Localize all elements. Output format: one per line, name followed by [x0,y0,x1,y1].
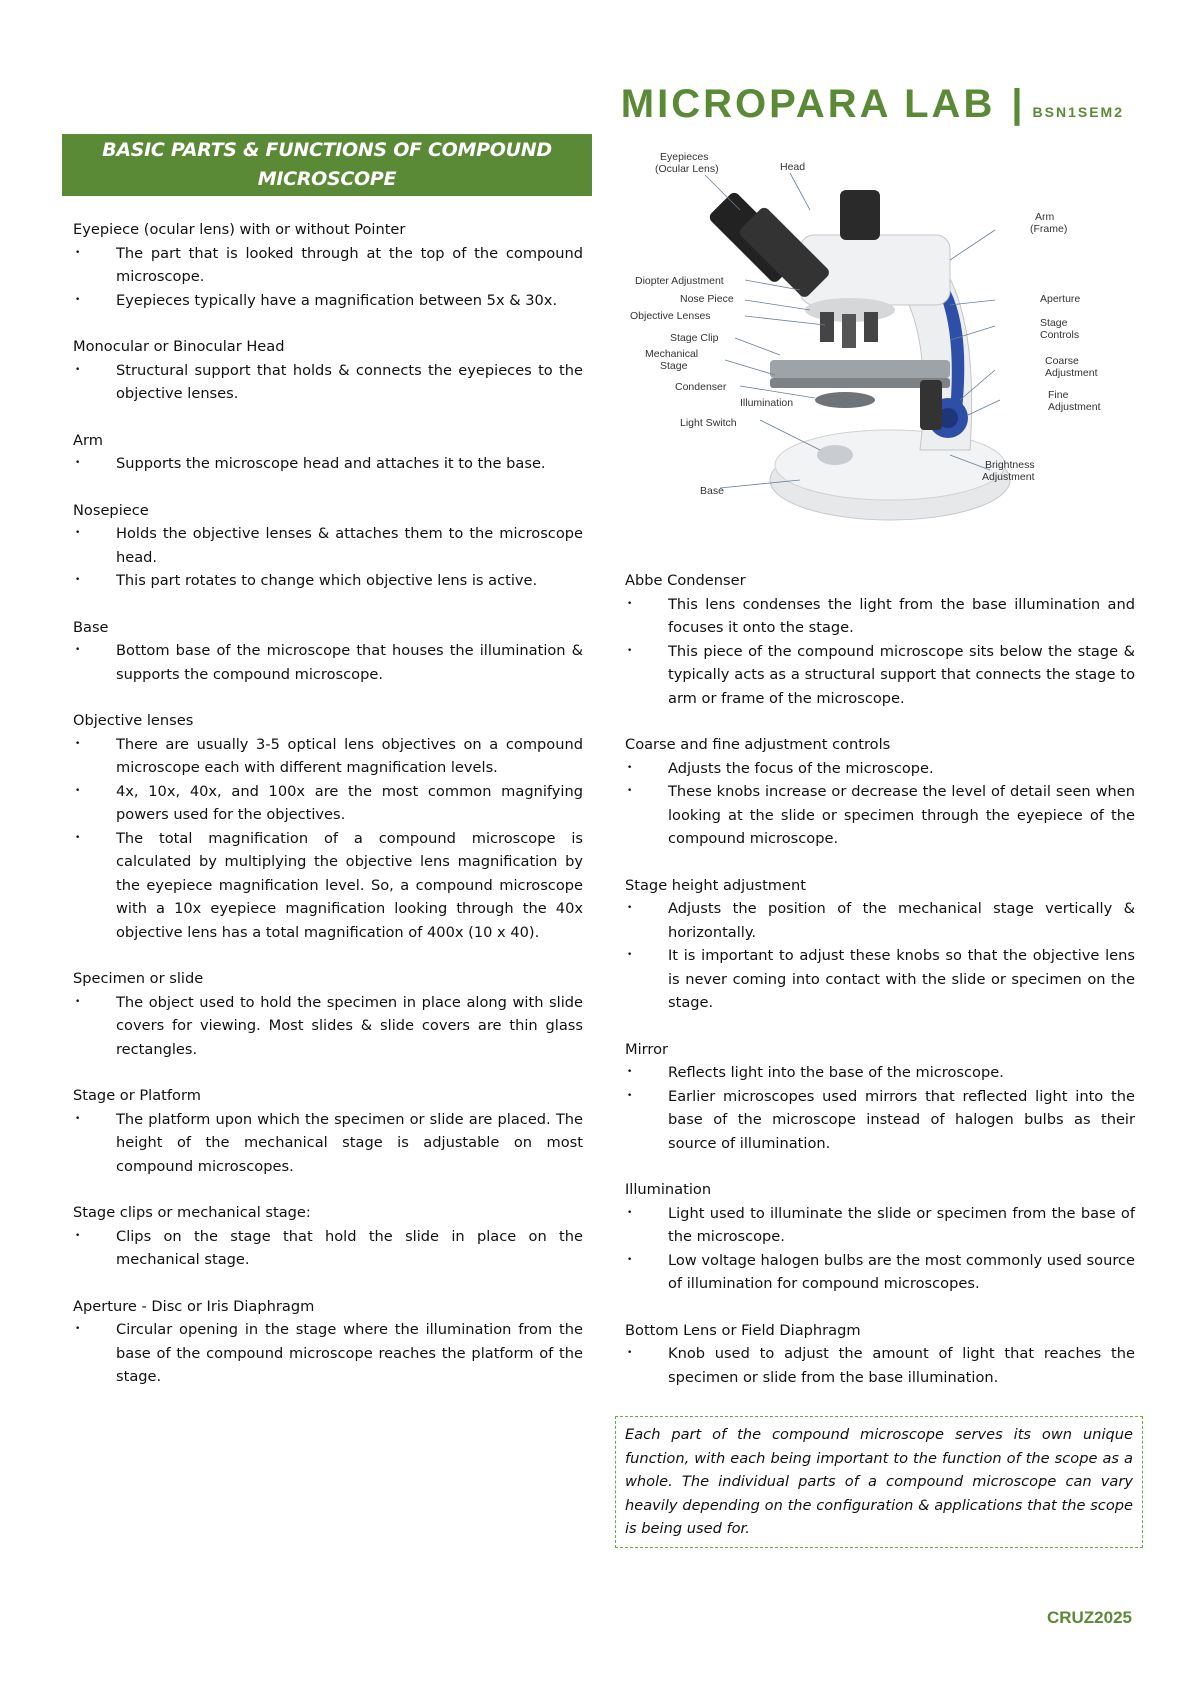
bullet-icon: • [627,786,633,796]
section-title: Objective lenses [73,712,194,729]
banner-line-2: MICROSCOPE [257,168,397,190]
label-illumination: Illumination [740,397,794,409]
camera-port-shape [840,190,880,240]
label-light-switch: Light Switch [680,417,737,429]
bullet-item [73,452,583,476]
bullet-item [625,780,1135,851]
left-column [73,218,583,1412]
bullet-icon: • [75,247,81,258]
bullet-text: Adjusts the position of the mechanical stage vertically & horizontally. [668,900,1135,941]
bullet-icon: • [75,996,81,1007]
section [73,709,583,944]
banner-line-1: BASIC PARTS & FUNCTIONS OF COMPOUND [102,139,552,161]
label-brightness: Brightness [985,459,1035,471]
bullet-item [625,757,1135,781]
section-title: Nosepiece [73,501,149,519]
bullet-icon: • [75,738,81,749]
bullet-item [73,569,583,593]
bullet-item [625,1342,1135,1389]
bullet-text: 4x, 10x, 40x, and 100x are the most common magnifying powers used for the objectives. [116,782,583,823]
bullet-item [73,242,583,289]
section [73,499,583,593]
bullet-text: Reflects light into the base of the microscope. [668,1064,1004,1081]
section [625,1319,1135,1390]
section [73,1295,583,1389]
objective-1-shape [820,312,834,342]
microscope-illustration [630,150,1120,550]
label-base: Base [700,485,724,497]
label-coarse-sub: Adjustment [1045,367,1098,379]
bullet-item [73,780,583,827]
bullet-text: The total magnification of a compound microscope is calculated by multiplying the objective lens magnification by the eyepiece magnification level. So, a compound microscope with a 10x eyepiece magnification looking through the 40x objective lens has a total magnification of 400x (10 x 40). [116,829,583,941]
section-title: Eyepiece (ocular lens) with or without Pointer [73,221,406,238]
section [625,1038,1135,1156]
bullet-item [625,593,1135,640]
label-arm-sub: (Frame) [1030,223,1068,235]
label-arm: Arm [1035,211,1055,223]
bullet-icon: • [75,832,81,843]
label-mechanical: Mechanical [645,348,699,360]
label-stage-controls: Stage [1040,317,1068,329]
bullet-text: This part rotates to change which objective lens is active. [116,572,538,589]
section [625,874,1135,1015]
condenser-shape [815,392,875,408]
section [625,733,1135,851]
bullet-text: Low voltage halogen bulbs are the most commonly used source of illumination for compound microscopes. [668,1251,1135,1292]
bullet-icon: • [627,645,633,656]
bullet-text: Eyepieces typically have a magnification between 5x & 30x. [116,291,558,309]
bullet-item [625,1061,1135,1085]
bullet-text: Knob used to adjust the amount of light that reaches the specimen or slide from the base illumination. [668,1345,1135,1386]
bullet-item [73,1225,583,1272]
section [73,218,583,312]
bullet-text: Holds the objective lenses & attaches them to the microscope head. [116,525,583,566]
label-condenser: Condenser [675,381,727,393]
bullet-item [625,897,1135,944]
title-separator: | [1011,82,1023,126]
label-stage-clip: Stage Clip [670,332,719,344]
bullet-icon: • [75,1113,81,1124]
label-diopter: Diopter Adjustment [635,275,724,287]
bullet-icon: • [627,903,633,913]
label-nosepiece: Nose Piece [680,293,734,305]
bullet-text: Light used to illuminate the slide or specimen from the base of the microscope. [668,1204,1135,1245]
label-eyepieces-sub: (Ocular Lens) [655,163,719,175]
bullet-text: There are usually 3-5 optical lens objectives on a compound microscope each with different magnification levels. [116,735,583,776]
section-title: Aperture - Disc or Iris Diaphragm [73,1297,315,1315]
bullet-text: This piece of the compound microscope sits below the stage & typically acts as a structural support that connects the stage to arm or frame of the microscope. [668,642,1135,707]
bullet-item [73,289,583,313]
section-banner [62,134,592,196]
bullet-text: The object used to hold the specimen in place along with slide covers for viewing. Most slides & slide covers are thin glass rectangles. [116,993,583,1058]
page-title: MICROPARA LAB [620,82,996,126]
bullet-text: The part that is looked through at the top of the compound microscope. [116,244,583,285]
course-code: BSN1SEM2 [1032,104,1124,120]
bullet-text: These knobs increase or decrease the level of detail seen when looking at the slide or specimen through the eyepiece of the compound microscope. [668,783,1135,847]
bullet-text: Clips on the stage that hold the slide in place on the mechanical stage. [116,1227,583,1268]
objective-2-shape [842,314,856,348]
footer-credit: CRUZ2025 [1046,1608,1132,1627]
bullet-item [625,1249,1135,1296]
page-header [621,82,1124,127]
section-title: Stage clips or mechanical stage: [73,1204,311,1221]
bullet-item [73,1108,583,1179]
section [73,335,583,406]
bullet-text: Adjusts the focus of the microscope. [668,759,934,777]
summary-note: Each part of the compound microscope serves its own unique function, with each being important to the function of the scope as a whole. The individual parts of a compound microscope can vary heavily depending on the configuration & applications that the scope is being used for. [615,1416,1143,1548]
bullet-text: Structural support that holds & connects the eyepieces to the objective lenses. [116,361,583,402]
bullet-text: Earlier microscopes used mirrors that reflected light into the base of the microscope instead of halogen bulbs as their source of illumination. [668,1087,1135,1152]
right-column [625,569,1135,1412]
bullet-icon: • [627,1207,633,1218]
bullet-item [73,827,583,945]
bullet-text: The platform upon which the specimen or slide are placed. The height of the mechanical stage is adjustable on most compound microscopes. [116,1110,583,1175]
bullet-icon: • [627,1067,633,1077]
section-title: Base [73,618,109,636]
bullet-text: Supports the microscope head and attaches it to the base. [116,455,546,472]
bullet-item [625,1202,1135,1249]
label-aperture: Aperture [1040,293,1081,305]
bullet-text: Bottom base of the microscope that houses the illumination & supports the compound microscope. [116,642,583,683]
section [73,1084,583,1178]
section-title: Abbe Condenser [625,572,746,589]
bullet-text: This lens condenses the light from the base illumination and focuses it onto the stage. [668,595,1135,636]
bullet-icon: • [627,598,633,609]
section [73,967,583,1061]
bullet-item [73,1318,583,1389]
bullet-icon: • [75,1324,81,1334]
section [73,429,583,476]
section-title: Mirror [625,1040,668,1058]
label-fine: Fine [1048,389,1069,401]
bullet-icon: • [627,1254,633,1265]
label-brightness-sub: Adjustment [982,471,1035,483]
bullet-item [625,1085,1135,1156]
section-title: Stage or Platform [73,1087,201,1104]
stage-shape [770,360,950,378]
section-title: Bottom Lens or Field Diaphragm [625,1321,861,1339]
label-coarse: Coarse [1045,355,1079,367]
bullet-item [73,991,583,1062]
bullet-text: It is important to adjust these knobs so that the objective lens is never coming into contact with the slide or specimen on the stage. [668,947,1135,1011]
label-head: Head [780,161,806,173]
objective-3-shape [864,312,878,342]
bullet-icon: • [75,458,81,468]
bullet-icon: • [75,575,81,585]
bullet-item [73,522,583,569]
bullet-icon: • [627,1090,633,1101]
label-fine-sub: Adjustment [1048,401,1101,413]
section-title: Monocular or Binocular Head [73,338,285,355]
section-title: Arm [73,431,103,449]
bullet-icon: • [75,364,81,375]
section-title: Stage height adjustment [625,876,806,894]
microscope-diagram [630,150,1120,550]
section [625,1178,1135,1296]
section-title: Coarse and fine adjustment controls [625,736,891,753]
label-mechanical-sub: Stage [660,360,688,372]
section [73,1201,583,1272]
label-objective: Objective Lenses [630,310,711,322]
bullet-item [73,733,583,780]
section-title: Illumination [625,1181,712,1198]
bullet-icon: • [75,294,81,305]
stage-controls-shape [920,380,942,430]
bullet-text: Circular opening in the stage where the illumination from the base of the compound microscope reaches the platform of the stage. [116,1321,583,1385]
bullet-icon: • [627,950,633,960]
bullet-icon: • [75,528,81,538]
bullet-item [73,639,583,686]
section [73,616,583,687]
section-title: Specimen or slide [73,970,204,987]
section [625,569,1135,710]
bullet-icon: • [75,1230,81,1241]
label-stage-controls-sub: Controls [1040,329,1080,341]
bullet-item [73,359,583,406]
label-eyepieces: Eyepieces [660,151,709,163]
light-switch-shape [817,445,853,465]
bullet-icon: • [75,645,81,655]
bullet-item [625,640,1135,711]
bullet-icon: • [627,1348,633,1358]
bullet-icon: • [75,785,81,796]
bullet-icon: • [627,762,633,773]
bullet-item [625,944,1135,1015]
